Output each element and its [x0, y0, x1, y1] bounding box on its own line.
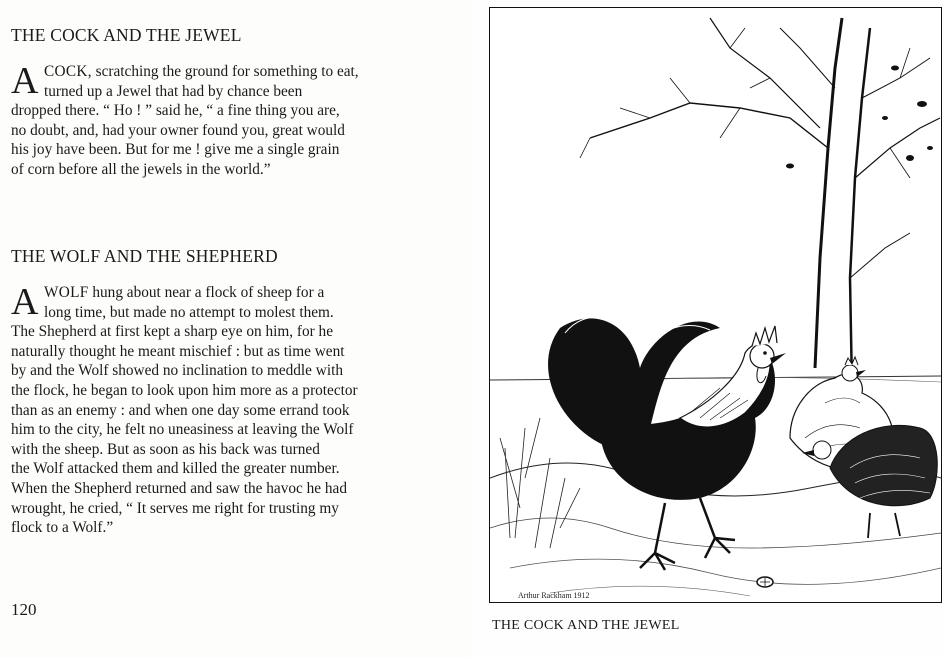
text-line: his joy have been. But for me ! give me a single grain: [11, 141, 340, 159]
drop-cap: A: [11, 281, 39, 323]
text-line-rest: hung about near a flock of sheep for a: [92, 284, 325, 301]
drop-cap: A: [11, 60, 39, 102]
fable-title-cock-and-jewel: THE COCK AND THE JEWEL: [11, 25, 242, 45]
text-line: [11, 62, 396, 82]
text-line: of corn before all the jewels in the world.”: [11, 160, 271, 178]
text-line: naturally thought he meant mischief : but as time went: [11, 342, 345, 360]
text-line: When the Shepherd returned and saw the havoc he had: [11, 479, 347, 497]
artist-signature: Arthur Rackham 1912: [518, 591, 590, 600]
text-line: the Wolf attacked them and killed the greater number.: [11, 460, 340, 478]
page-number: 120: [11, 600, 37, 619]
illustration-frame: [489, 7, 942, 603]
text-line: flock to a Wolf.”: [11, 519, 114, 537]
text-line: the flock, he began to look upon him more as a protector: [11, 381, 358, 399]
text-line: turned up a Jewel that had by chance been: [44, 82, 303, 100]
fable-title-wolf-and-shepherd: THE WOLF AND THE SHEPHERD: [11, 246, 278, 266]
illustration-caption: THE COCK AND THE JEWEL: [492, 618, 680, 633]
text-line: The Shepherd at first kept a sharp eye on him, for he: [11, 323, 333, 341]
text-line: wrought, he cried, “ It serves me right for trusting my: [11, 499, 339, 517]
text-line: than as an enemy : and when one day some errand took: [11, 401, 350, 419]
tree: [580, 18, 940, 388]
fable-body-wolf-and-shepherd: [11, 283, 396, 538]
text-line: long time, but made no attempt to molest them.: [44, 303, 334, 321]
shrubs: [500, 418, 580, 548]
fable-body-cock-and-jewel: [11, 62, 396, 180]
left-page: [0, 0, 470, 658]
text-line: by and the Wolf showed no inclination to meddle with: [11, 362, 343, 380]
text-line: him to the city, he felt no uneasiness at leaving the Wolf: [11, 421, 354, 439]
text-line: no doubt, and, had your owner found you, great would: [11, 121, 345, 139]
right-page: [470, 0, 944, 658]
text-line: with the sheep. But as soon as his back was turned: [11, 440, 320, 458]
text-line: [11, 283, 396, 303]
first-word: COCK,: [44, 63, 92, 80]
text-line: dropped there. “ Ho ! ” said he, “ a fine thing you are,: [11, 102, 340, 120]
illustration-cock-and-hens: [490, 8, 941, 602]
text-line-rest: scratching the ground for something to eat,: [95, 63, 359, 80]
first-word: WOLF: [44, 284, 89, 301]
